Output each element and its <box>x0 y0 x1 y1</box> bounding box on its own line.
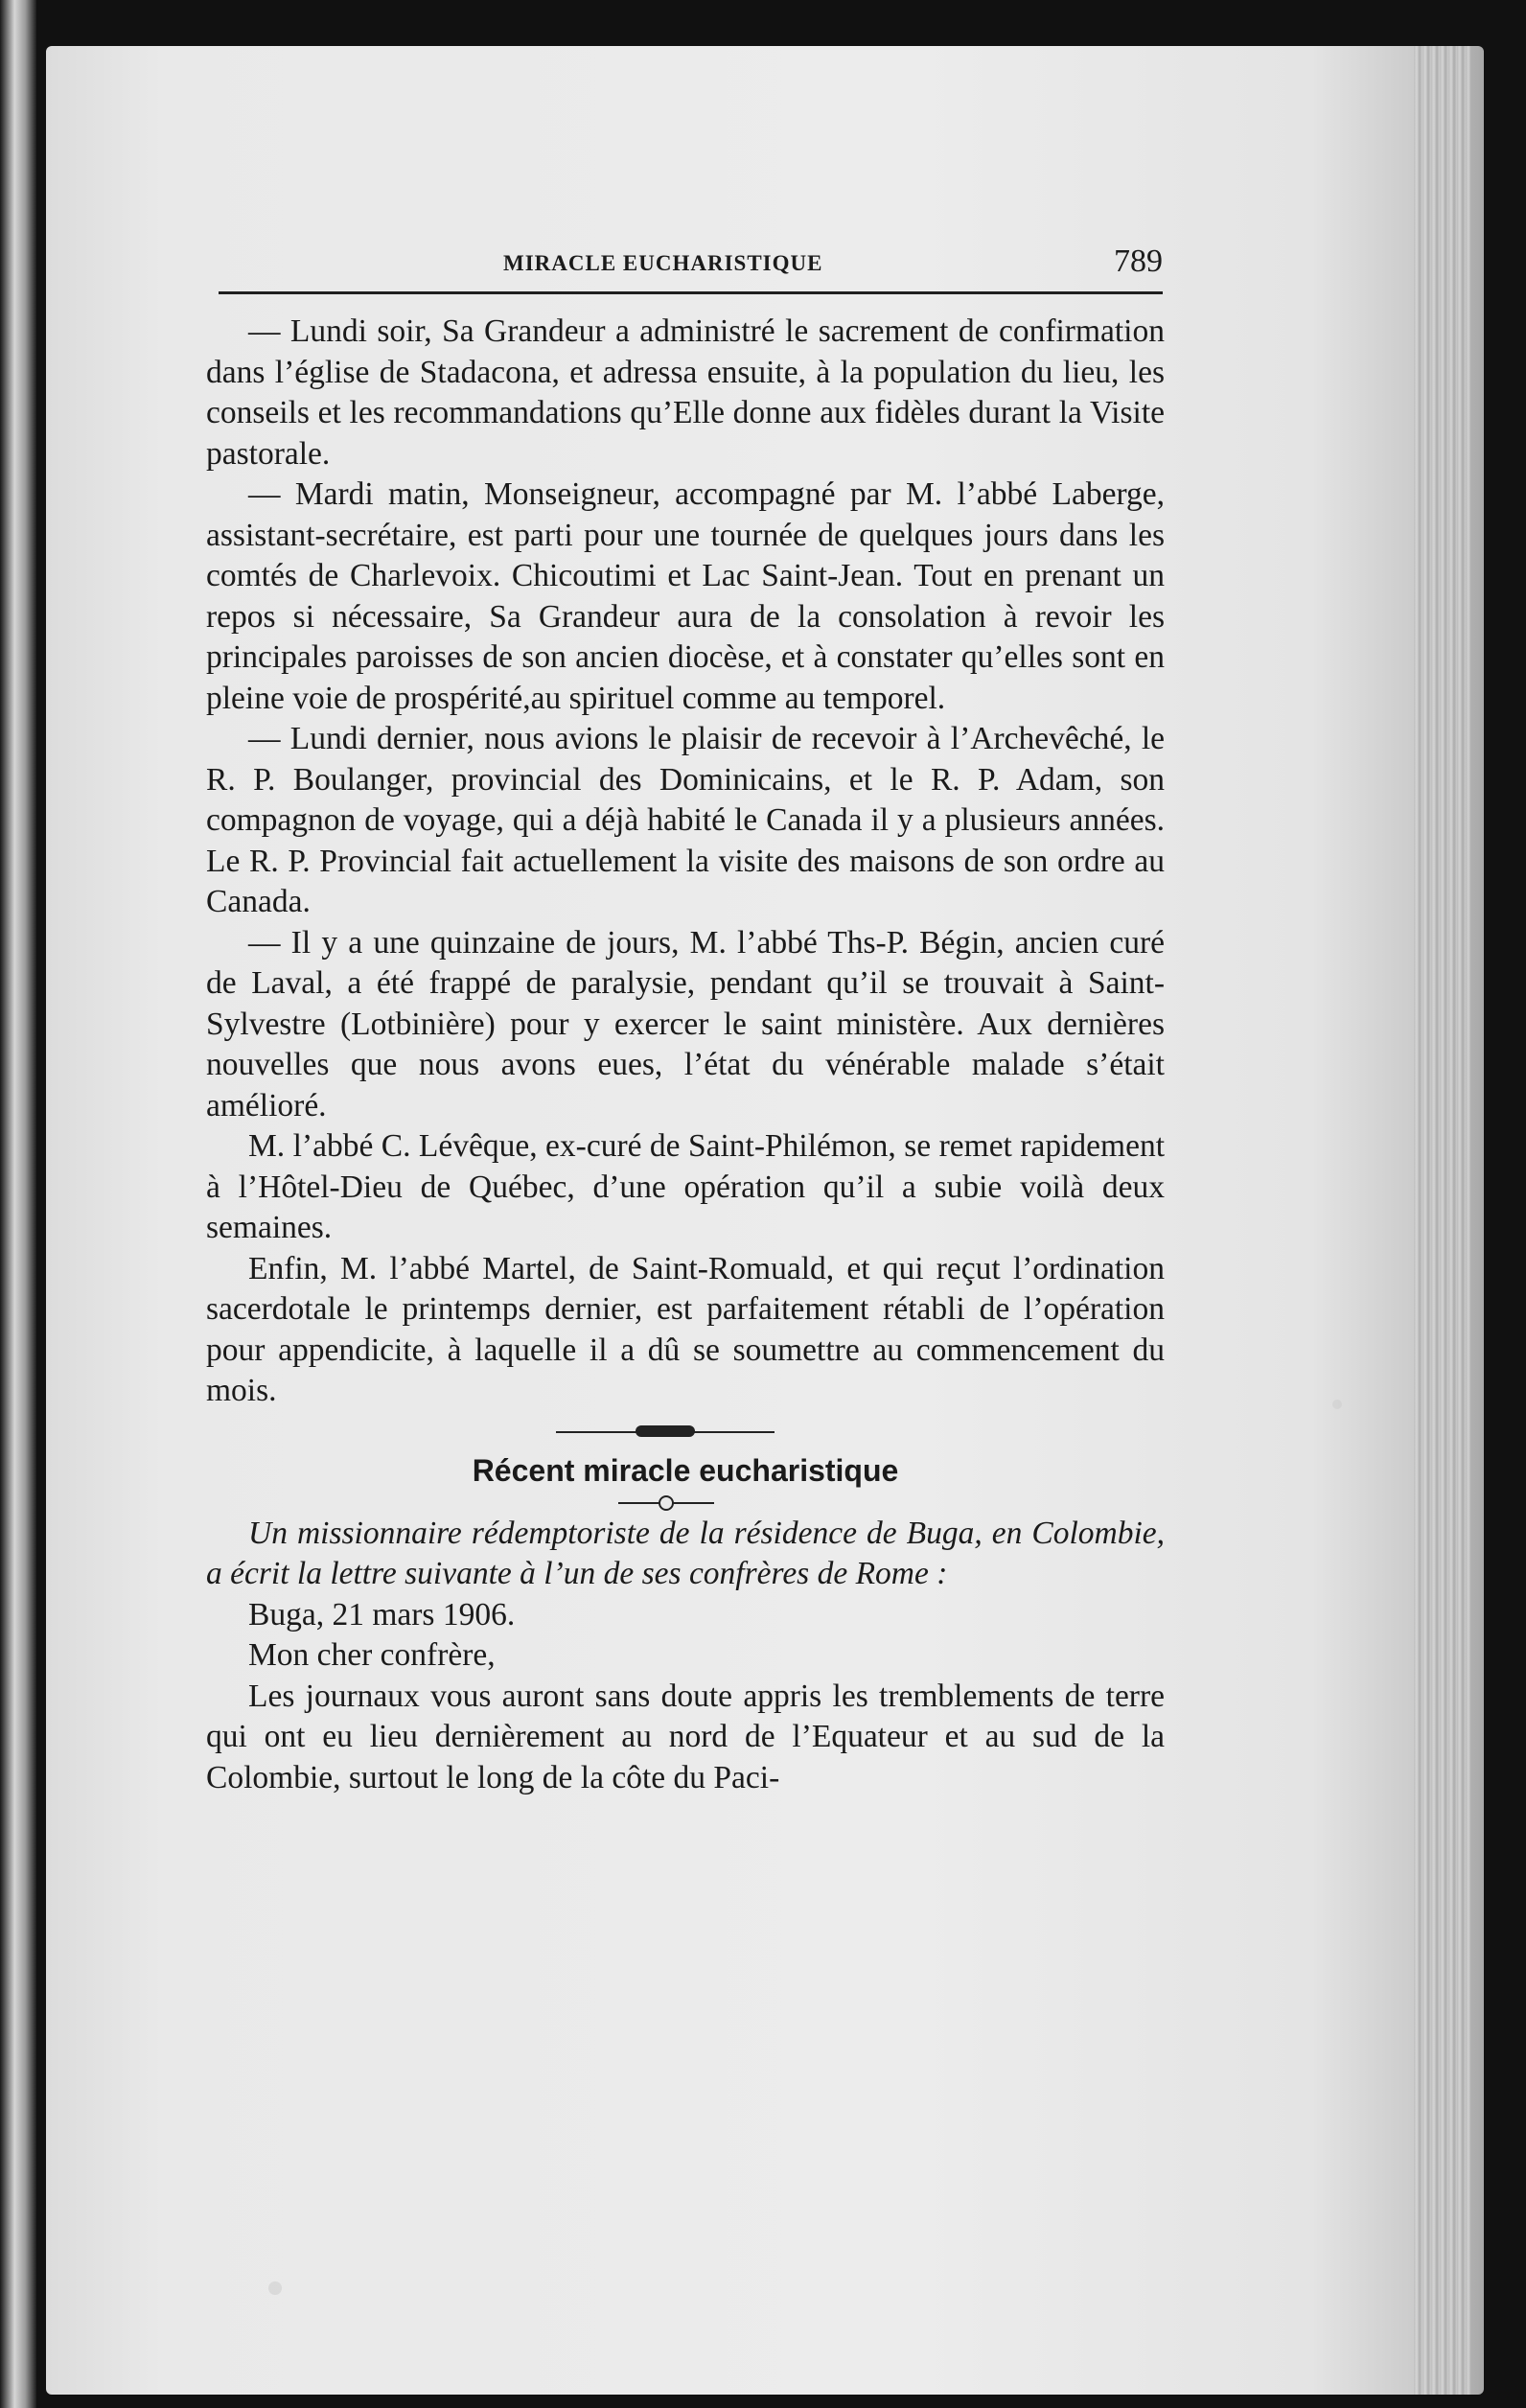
title-ornament <box>206 1493 1165 1514</box>
paragraph: — Lundi soir, Sa Grandeur a administré le sacrement de confirmation dans l’église de Stadacona, et adressa ensuite, à la population du lieu, les conseils et les recommandations qu’Elle donne aux fidèles durant la Visite pastorale. <box>206 313 1165 472</box>
paper-spot <box>268 2281 282 2295</box>
paragraph: — Mardi matin, Monseigneur, accompagné par M. l’abbé Laberge, assistant-secrétaire, est parti pour une tournée de quelques jours dans les comtés de Charlevoix. Chicoutimi et Lac Saint-Jean. Tout en prenant un repos si nécessaire, Sa Grandeur aura de la consolation à revoir les principales paroisses de son ancien diocèse, et à constater qu’elles sont en pleine voie de prospérité,au spirituel comme au temporel. <box>206 476 1165 716</box>
letter-paragraph: Les journaux vous auront sans doute appris les tremblements de terre qui ont eu lieu dernièrement au nord de l’Equateur et au sud de la Colombie, surtout le long de la côte du Paci- <box>206 1678 1165 1795</box>
section-intro: Un missionnaire rédemptoriste de la résidence de Buga, en Colombie, a écrit la lettre suivante à l’un de ses confrères de Rome : <box>206 1515 1165 1591</box>
paragraph: M. l’abbé C. Lévêque, ex-curé de Saint-Philémon, se remet rapidement à l’Hôtel-Dieu de Québec, d’une opération qu’il a subie voilà deux semaines. <box>206 1128 1165 1245</box>
page-number: 789 <box>1114 243 1163 279</box>
letter-salutation: Mon cher confrère, <box>248 1637 496 1673</box>
page-body <box>206 312 1165 1798</box>
previous-page-edge <box>0 0 36 2408</box>
paragraph: — Lundi dernier, nous avions le plaisir de recevoir à l’Archevêché, le R. P. Boulanger, provincial des Dominicains, et le R. P. Adam, son compagnon de voyage, qui a déjà habité le Canada il y a plusieurs années. Le R. P. Provincial fait actuellement la visite des maisons de son ordre au Canada. <box>206 721 1165 919</box>
paragraph: Enfin, M. l’abbé Martel, de Saint-Romuald, et qui reçut l’ordination sacerdotale le printemps dernier, est parfaitement rétabli de l’opération pour appendicite, à laquelle il a dû se soumettre au commencement du mois. <box>206 1250 1165 1408</box>
running-title: MIRACLE EUCHARISTIQUE <box>503 251 823 275</box>
divider-knot <box>636 1425 695 1437</box>
letter-dateline: Buga, 21 mars 1906. <box>248 1596 516 1632</box>
ornament-circle <box>659 1495 674 1511</box>
paper-spot <box>1332 1400 1342 1409</box>
header-rule <box>219 291 1163 294</box>
section-title: Récent miracle eucharistique <box>472 1452 899 1488</box>
page-header <box>216 242 1163 286</box>
section-divider-ornament <box>206 1420 1165 1445</box>
page-stack-edge <box>1414 46 1471 2395</box>
paragraph: — Il y a une quinzaine de jours, M. l’abbé Ths-P. Bégin, ancien curé de Laval, a été frappé de paralysie, pendant qu’il se trouvait à Saint-Sylvestre (Lotbinière) pour y exercer le saint ministère. Aux dernières nouvelles que nous avons eues, l’état du vénérable malade s’était amélioré. <box>206 924 1165 1123</box>
